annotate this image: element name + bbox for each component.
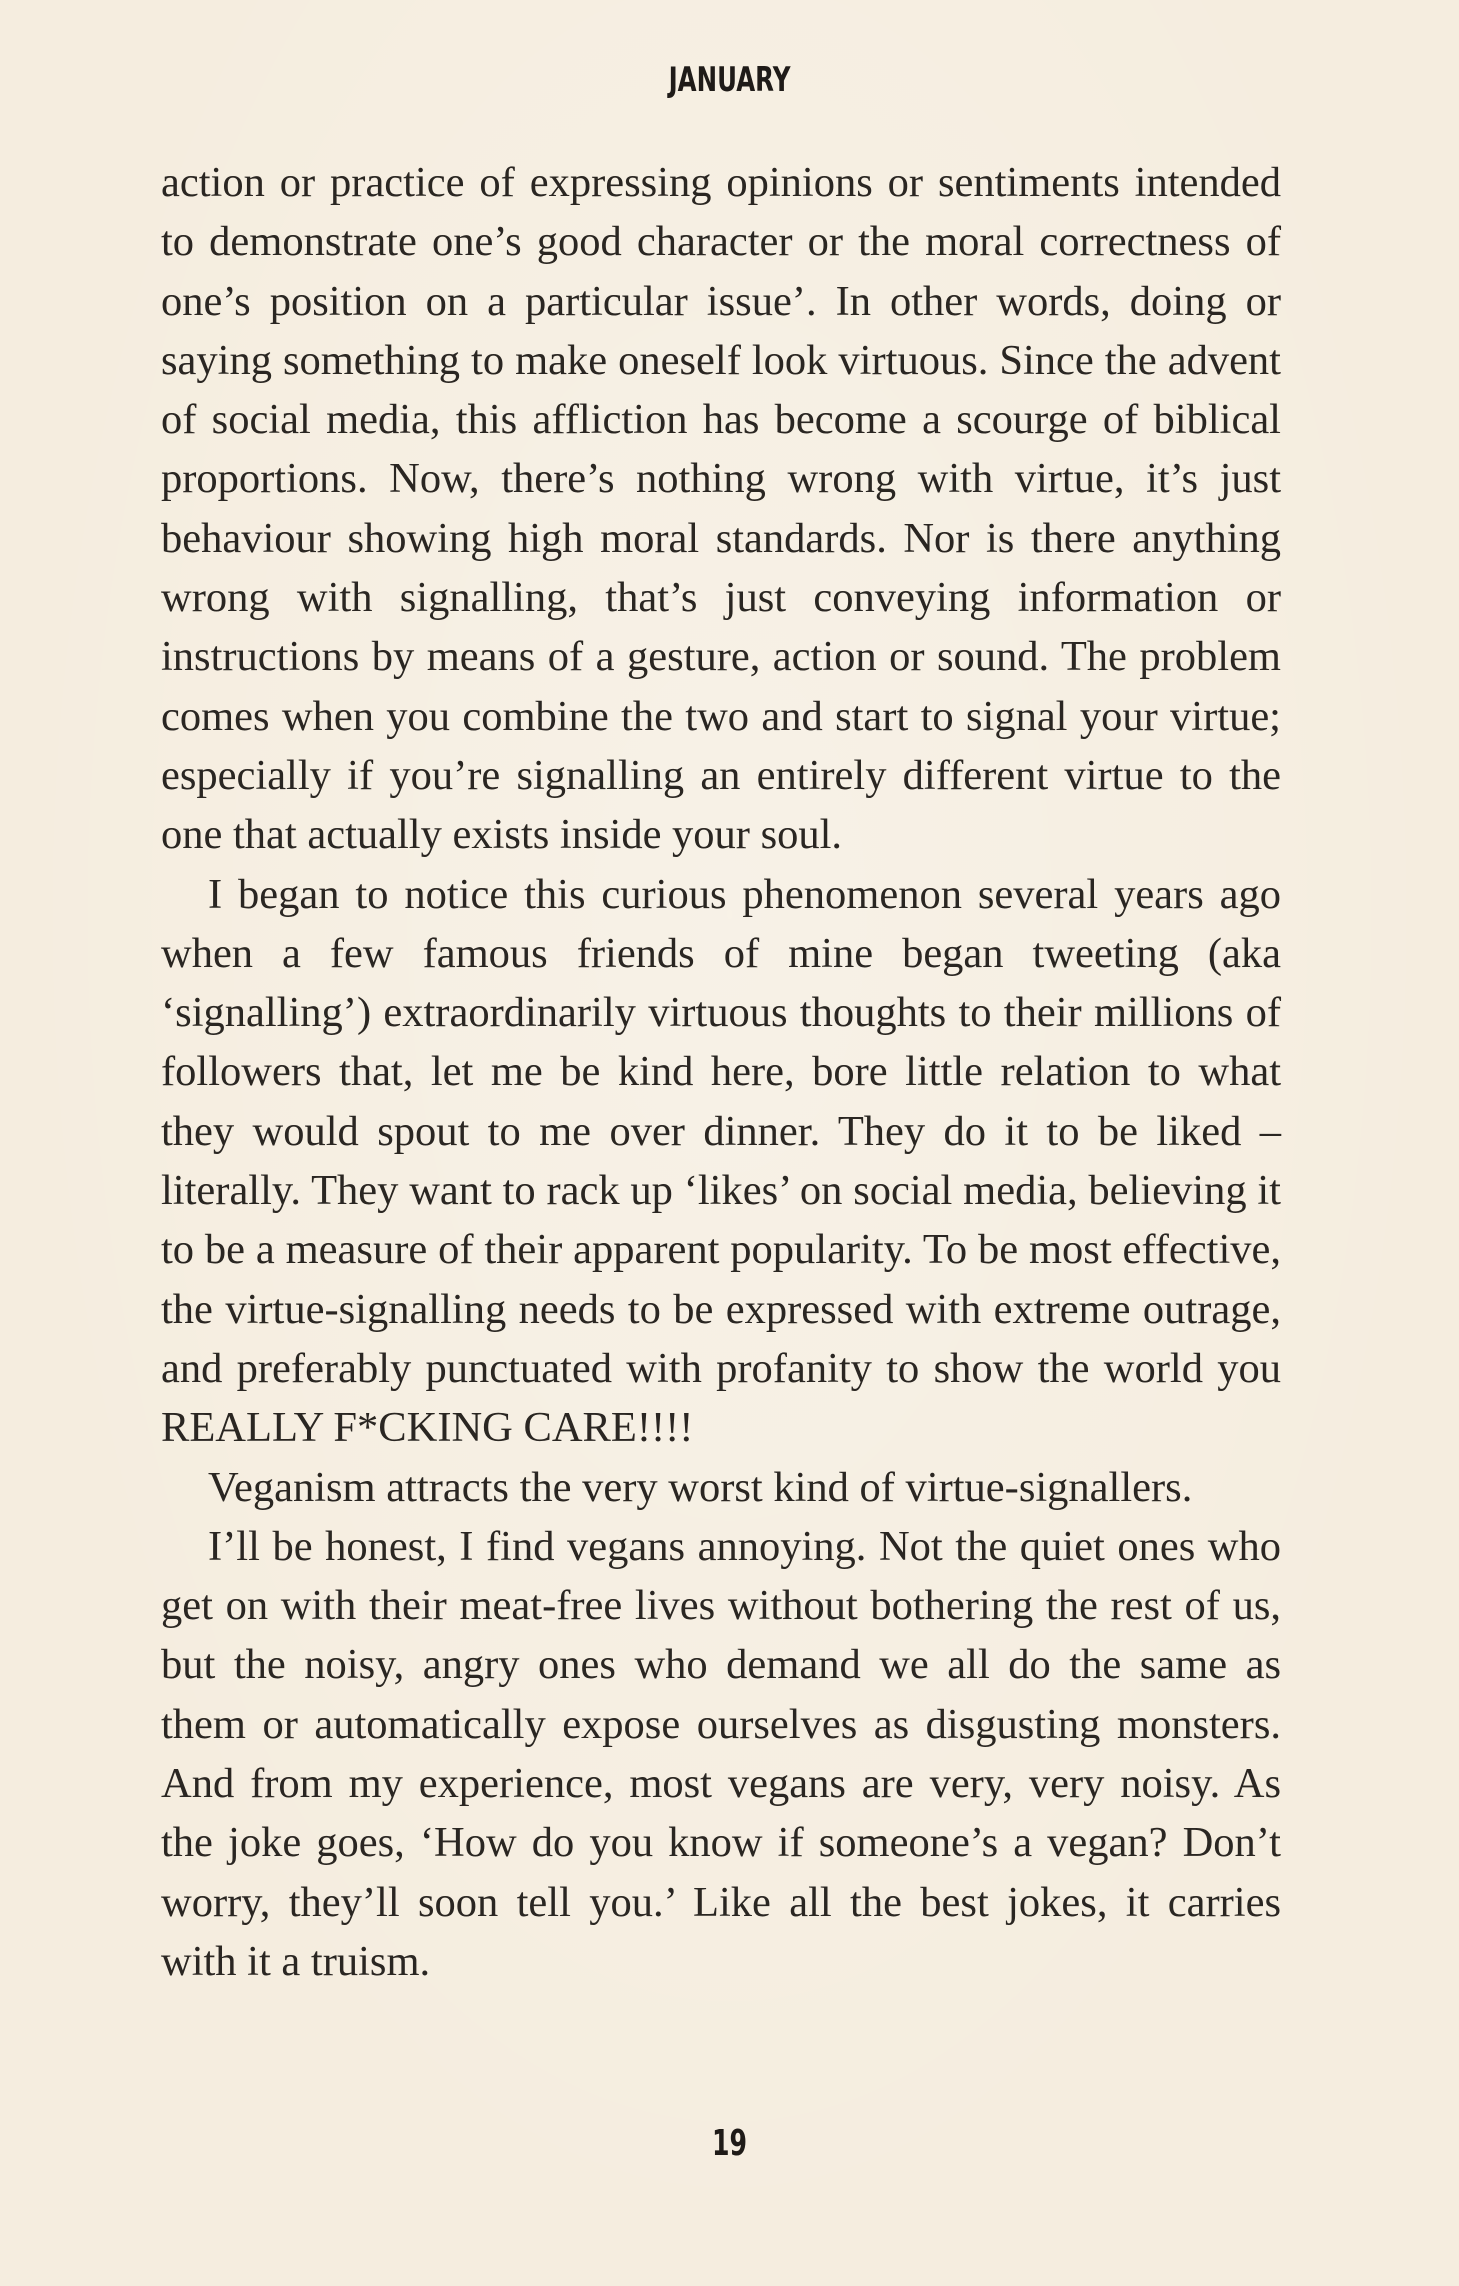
paragraph-continued: action or practice of expressing opinions or sentiments intended to demonstrate one’s good character or the moral correctness of one’s position on a particular issue’. In other words, doing or saying something to make oneself look virtuous. Since the advent of social media, this affliction has become a scourge of biblical proportions. Now, there’s nothing wrong with virtue, it’s just behaviour showing high moral standards. Nor is there anything wrong with signalling, that’s just conveying information or instructions by means of a gesture, action or sound. The problem comes when you combine the two and start to signal your virtue; especially if you’re signalling an entirely different virtue to the one that actually exists inside your soul. [161, 159, 1281, 859]
paragraph: I’ll be honest, I find vegans annoying. Not the quiet ones who get on with their meat-free lives without bothering the rest of us, but the noisy, angry ones who demand we all do the same as them or automatically expose ourselves as disgusting monsters. And from my experience, most vegans are very, very noisy. As the joke goes, ‘How do you know if someone’s a vegan? Don’t worry, they’ll soon tell you.’ Like all the best jokes, it carries with it a truism. [161, 1522, 1281, 1985]
running-head: JANUARY [668, 60, 791, 100]
body-text [161, 153, 1281, 1991]
page-number: 19 [711, 2123, 748, 2164]
paragraph: Veganism attracts the very worst kind of virtue-signallers. [208, 1463, 1193, 1511]
paragraph: I began to notice this curious phenomenon several years ago when a few famous friends of mine began tweeting (aka ‘signalling’) extraordinarily virtuous thoughts to their millions of followers that, let me be kind here, bore little relation to what they would spout to me over dinner. They do it to be liked – literally. They want to rack up ‘likes’ on social media, believing it to be a measure of their apparent popularity. To be most effective, the virtue-signalling needs to be expressed with extreme outrage, and preferably punctuated with profanity to show the world you REALLY F*CKING CARE!!!! [161, 870, 1281, 1452]
